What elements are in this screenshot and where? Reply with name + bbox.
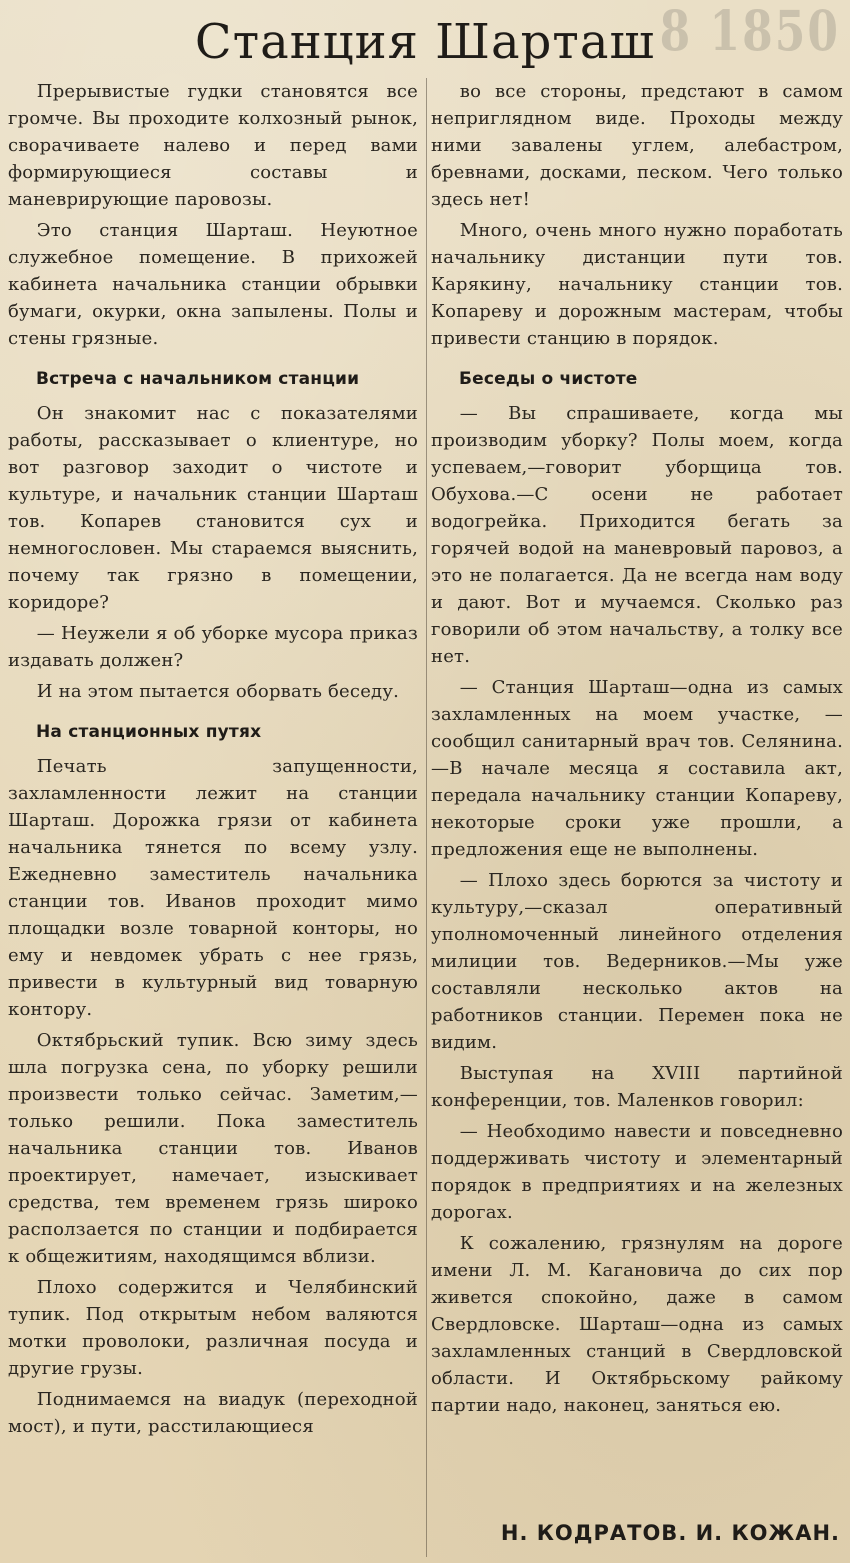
paragraph: Прерывистые гудки становятся все громче. Вы проходите колхозный рынок, сворачиваете налево и перед вами формирующиеся составы и маневрирующие паровозы. [8, 81, 418, 210]
left-column [8, 78, 418, 1563]
paragraph: — Неужели я об уборке мусора приказ издавать должен? [8, 623, 418, 671]
paragraph: Плохо содержится и Челябинский тупик. Под открытым небом валяются мотки проволоки, различная посуда и другие грузы. [8, 1277, 418, 1379]
section-heading: Встреча с начальником станции [36, 369, 360, 389]
paragraph: Октябрьский тупик. Всю зиму здесь шла погрузка сена, по уборку решили произвести только сейчас. Заметим,—только решили. Пока заместитель начальника станции тов. Иванов проектирует, намечает, изыскивает средства, тем временем грязь широко расползается по станции и подбирается к общежитиям, находящимся вблизи. [8, 1030, 418, 1267]
paragraph: И на этом пытается оборвать беседу. [36, 681, 400, 702]
paragraph: Много, очень много нужно поработать начальнику дистанции пути тов. Карякину, начальнику станции тов. Копареву и дорожным мастерам, чтобы привести станцию в порядок. [431, 220, 843, 349]
section-heading: Беседы о чистоте [459, 369, 638, 389]
paragraph: — Станция Шарташ—одна из самых захламленных на моем участке, —сообщил санитарный врач тов. Селянина.—В начале месяца я составила акт, передала начальнику станции Копареву, некоторые сроки уже прошли, а предложения еще не выполнены. [431, 677, 843, 860]
section-heading: На станционных путях [36, 722, 262, 742]
author-signature: Н. КОДРАТОВ. И. КОЖАН. [500, 1521, 840, 1545]
paragraph: — Плохо здесь борются за чистоту и культуру,—сказал оперативный уполномоченный линейного отделения милиции тов. Ведерников.—Мы уже составляли несколько актов на работников станции. Перемен пока не видим. [431, 870, 843, 1053]
paragraph: во все стороны, предстают в самом неприглядном виде. Проходы между ними завалены углем, алебастром, бревнами, досками, песком. Чего только здесь нет! [431, 81, 843, 210]
article-title: Станция Шарташ [194, 14, 656, 70]
bleed-through-text: 8 1850 [659, 0, 840, 64]
right-column [431, 78, 843, 1563]
paragraph: Печать запущенности, захламленности лежит на станции Шарташ. Дорожка грязи от кабинета начальника тянется по всему узлу. Ежедневно заместитель начальника станции тов. Иванов проходит мимо площадки возле товарной конторы, но ему и невдомек убрать с нее грязь, привести в культурный вид товарную контору. [8, 756, 418, 1020]
paragraph: Это станция Шарташ. Неуютное служебное помещение. В прихожей кабинета начальника станции обрывки бумаги, окурки, окна запылены. Полы и стены грязные. [8, 220, 418, 349]
paragraph: — Необходимо навести и повседневно поддерживать чистоту и элементарный порядок в предприятиях и на железных дорогах. [431, 1121, 843, 1223]
paragraph: Поднимаемся на виадук (переходной мост), и пути, расстилающиеся [8, 1389, 418, 1437]
paragraph: — Вы спрашиваете, когда мы производим уборку? Полы моем, когда успеваем,—говорит уборщица тов. Обухова.—С осени не работает водогрейка. Приходится бегать за горячей водой на маневровый паровоз, а это не полагается. Да не всегда нам воду и дают. Вот и мучаемся. Сколько раз говорили об этом начальству, а толку все нет. [431, 403, 843, 667]
paragraph: Он знакомит нас с показателями работы, рассказывает о клиентуре, но вот разговор заходит о чистоте и культуре, и начальник станции Шарташ тов. Копарев становится сух и немногословен. Мы стараемся выяснить, почему так грязно в помещении, коридоре? [8, 403, 418, 613]
column-divider [426, 78, 427, 1557]
paragraph: Выступая на XVIII партийной конференции, тов. Маленков говорил: [431, 1063, 843, 1111]
paragraph: К сожалению, грязнулям на дороге имени Л. М. Кагановича до сих пор живется спокойно, даже в самом Свердловске. Шарташ—одна из самых захламленных станций в Свердловской области. И Октябрьскому райкому партии надо, наконец, заняться ею. [431, 1233, 843, 1416]
